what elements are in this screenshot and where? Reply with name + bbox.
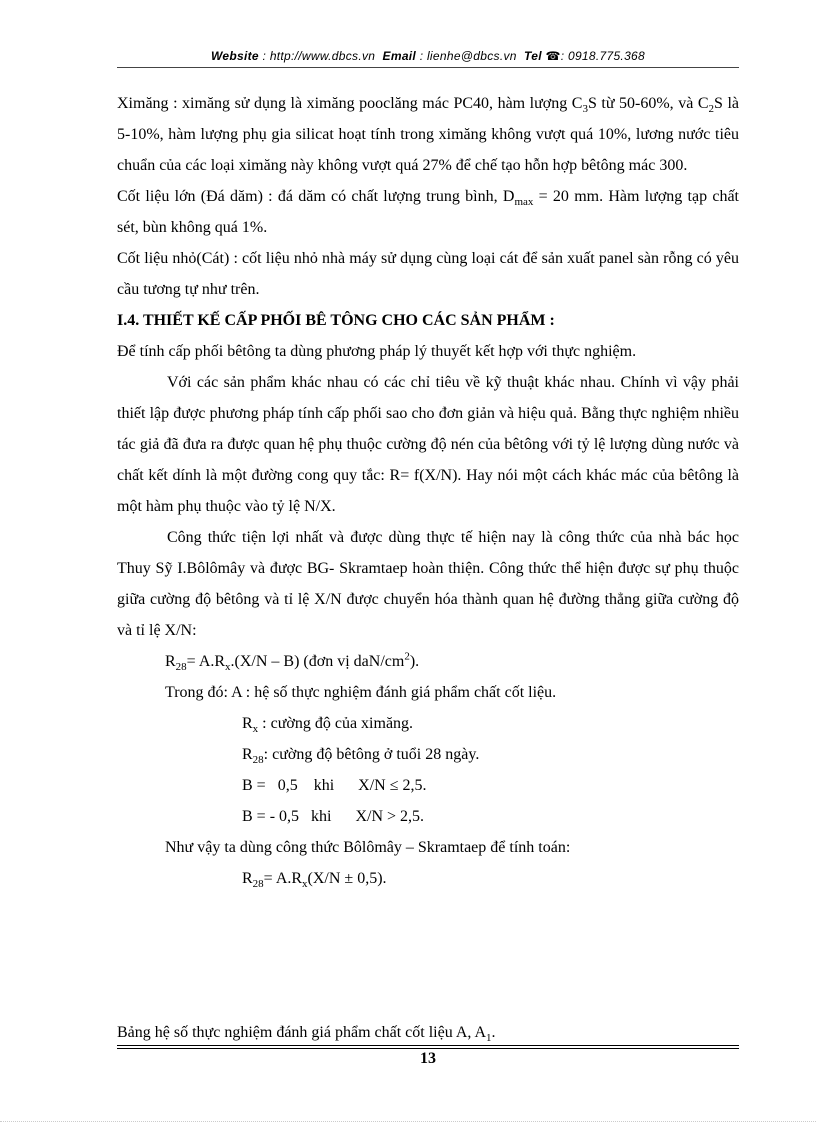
subscript: 28 [252, 754, 264, 767]
subscript: x [225, 661, 231, 674]
paragraph-method: Để tính cấp phối bêtông ta dùng phương pháp lý thuyết kết hợp với thực nghiệm. [117, 343, 637, 360]
text: R [242, 870, 253, 887]
text: = A.R [186, 653, 226, 670]
paragraph-conclusion: Như vậy ta dùng công thức Bôlômây – Skramtaep để tính toán: [165, 839, 571, 856]
footer-rule [117, 1048, 739, 1049]
text: S từ 50-60%, và C [587, 95, 709, 112]
paragraph-cement [117, 88, 739, 181]
text: R [165, 653, 176, 670]
where-rx [117, 708, 739, 739]
page-body [117, 88, 739, 894]
phone-icon: ☎ [545, 49, 561, 63]
text: : cường độ bêtông ở tuổi 28 ngày. [263, 746, 480, 763]
subscript: 3 [582, 103, 588, 116]
subscript: 2 [708, 103, 715, 116]
where-b1: B = 0,5 khi X/N ≤ 2,5. [242, 777, 427, 794]
subscript: max [514, 196, 534, 209]
formula-final [117, 863, 739, 894]
text: = A.R [263, 870, 303, 887]
text: ). [409, 653, 420, 670]
page-number: 13 [420, 1050, 436, 1067]
subscript: x [302, 878, 308, 891]
website-value: : http://www.dbcs.vn [262, 49, 376, 63]
text: R [242, 746, 253, 763]
page-header [117, 49, 739, 63]
text: . [491, 1024, 496, 1041]
email-value: : lienhe@dbcs.vn [419, 49, 517, 63]
paragraph-coarse-aggregate [117, 181, 739, 243]
paragraph-products: Với các sản phẩm khác nhau có các chỉ tiêu về kỹ thuật khác nhau. Chính vì vậy phải thiết lập được phương pháp tính cấp phối sao cho đơn giản và hiệu quả. Bằng thực nghiệm nhiều tác giả đã đưa ra được quan hệ phụ thuộc cường độ nén của bêtông với tỷ lệ lượng dùng nước và chất kết dính là một đường cong quy tắc: R= f(X/N). Hay nói một cách khác mác của bêtông là một hàm phụ thuộc vào tỷ lệ N/X. [117, 374, 739, 515]
subscript: x [252, 723, 259, 736]
superscript: 2 [404, 650, 410, 663]
where-intro: Trong đó: A : hệ số thực nghiệm đánh giá phẩm chất cốt liệu. [165, 684, 557, 701]
where-b2: B = - 0,5 khi X/N > 2,5. [242, 808, 425, 825]
subscript: 28 [175, 661, 187, 674]
text: (X/N ± 0,5). [307, 870, 387, 887]
paragraph-formula-intro: Công thức tiện lợi nhất và được dùng thực tế hiện nay là công thức của nhà bác học Thuy Sỹ I.Bôlômây và được BG- Skramtaep hoàn thiện. Công thức thể hiện được sự phụ thuộc giữa cường độ bêtông và tỉ lệ X/N được chuyển hóa thành quan hệ đường thẳng giữa cường độ và tỉ lệ X/N: [117, 529, 739, 639]
subscript: 28 [252, 878, 264, 891]
header-rule [117, 67, 739, 68]
footer-rule [117, 1045, 739, 1046]
formula-main [117, 646, 739, 677]
where-r28 [117, 739, 739, 770]
text: = 20 mm. Hàm lượng tạp chất sét, bùn không quá 1%. [117, 188, 739, 236]
text: .(X/N – B) (đơn vị daN/cm [230, 653, 405, 670]
paragraph-fine-aggregate: Cốt liệu nhỏ(Cát) : cốt liệu nhỏ nhà máy sử dụng cùng loại cát để sản xuất panel sàn rỗng có yêu cầu tương tự như trên. [117, 250, 739, 298]
page-edge [0, 1121, 816, 1122]
tel-label: Tel [524, 49, 542, 63]
text: Cốt liệu lớn (Đá dăm) : đá dăm có chất lượng trung bình, D [117, 188, 515, 205]
section-heading: I.4. THIẾT KẾ CẤP PHỐI BÊ TÔNG CHO CÁC SẢN PHẨM : [117, 312, 555, 329]
subscript: 1 [486, 1032, 492, 1045]
text: R [242, 715, 253, 732]
tel-value: : 0918.775.368 [560, 49, 645, 63]
text: Bảng hệ số thực nghiệm đánh giá phẩm chất cốt liệu A, A [117, 1024, 487, 1041]
email-label: Email [382, 49, 417, 63]
text: Ximăng : ximăng sử dụng là ximăng pooclăng mác PC40, hàm lượng C [117, 95, 583, 112]
website-label: Website [211, 49, 259, 63]
text: : cường độ của ximăng. [258, 715, 414, 732]
table-caption [117, 1021, 739, 1045]
text: S là 5-10%, hàm lượng phụ gia silicat hoạt tính trong ximăng không vượt quá 10%, lương nước tiêu chuẩn của các loại ximăng này không vượt quá 27% để chế tạo hỗn hợp bêtông mác 300. [117, 95, 740, 174]
